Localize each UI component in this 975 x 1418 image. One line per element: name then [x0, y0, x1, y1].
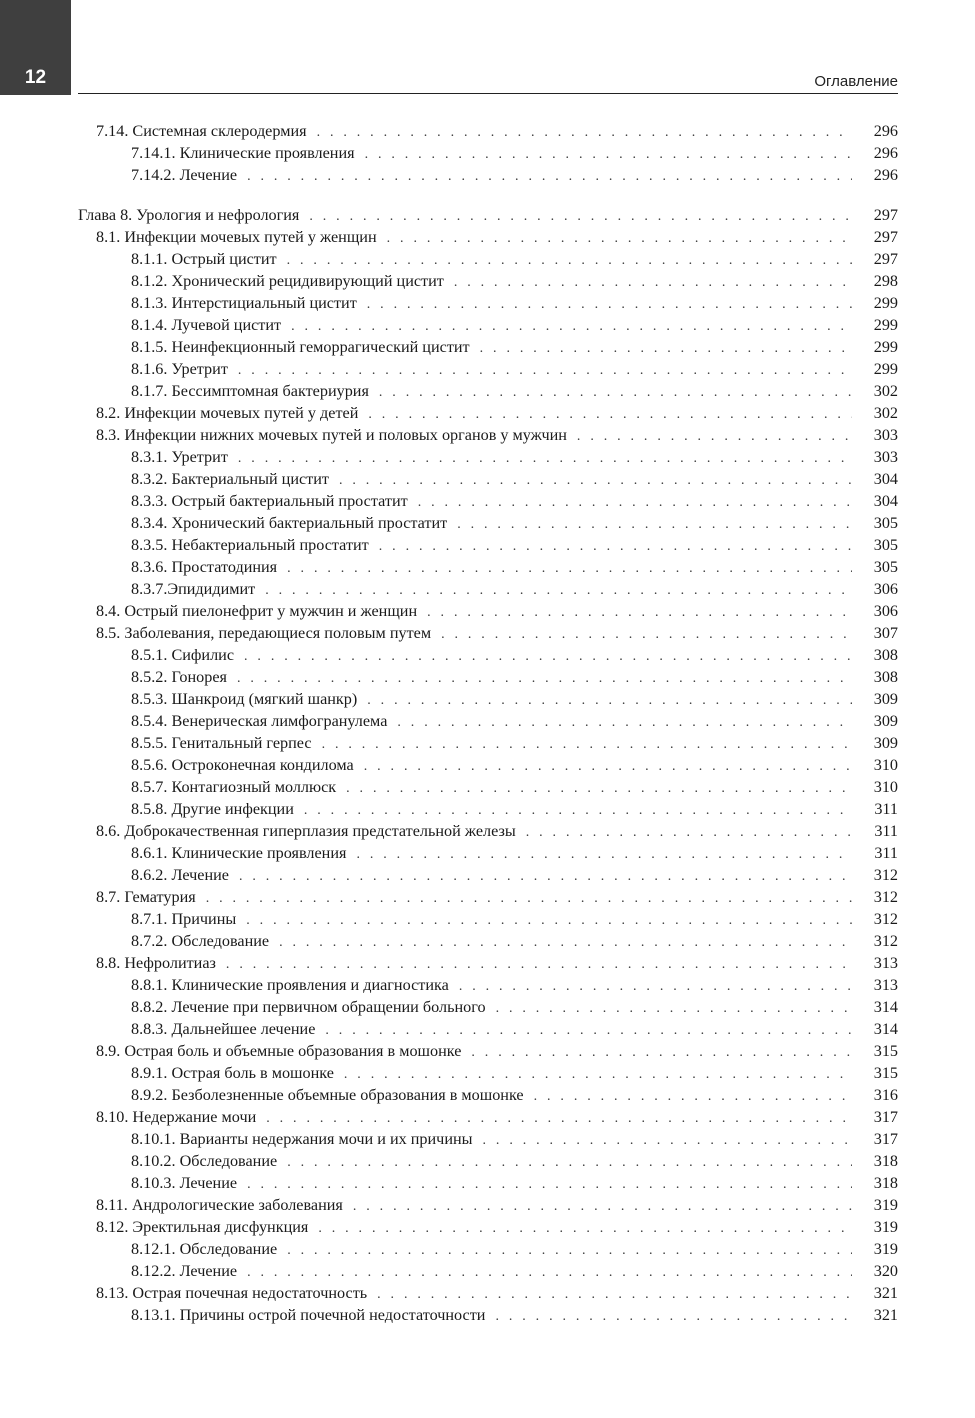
dot-leader [353, 1196, 852, 1218]
toc-entry-title: 8.3. Инфекции нижних мочевых путей и половых органов у мужчин [96, 426, 567, 444]
dot-leader [265, 580, 852, 602]
toc-entry-page-number: 317 [873, 1130, 898, 1148]
toc-entry-title: 8.3.5. Небактериальный простатит [131, 536, 369, 554]
toc-entry-title: 8.9. Острая боль и объемные образования в мошонке [96, 1042, 462, 1060]
toc-entry-page-number: 311 [874, 844, 898, 862]
page-number: 12 [24, 67, 47, 88]
toc-entry-title: 8.6.1. Клинические проявления [131, 844, 347, 862]
toc-entry-title: 8.7. Гематурия [96, 888, 196, 906]
toc-entry-title: 8.6. Доброкачественная гиперплазия предстательной железы [96, 822, 516, 840]
dot-leader [317, 122, 852, 144]
toc-entry-title: 8.3.2. Бактериальный цистит [131, 470, 329, 488]
dot-leader [279, 932, 852, 954]
dot-leader [459, 976, 852, 998]
toc-entry-title: 8.3.6. Простатодиния [131, 558, 278, 576]
toc-entry-title: 8.6.2. Лечение [131, 866, 229, 884]
dot-leader [287, 1240, 852, 1262]
dot-leader [364, 756, 852, 778]
toc-entry[interactable] [78, 908, 898, 930]
dot-leader [346, 778, 852, 800]
dot-leader [287, 1152, 852, 1174]
dot-leader [483, 1130, 852, 1152]
toc-entry-page-number: 312 [873, 866, 898, 884]
toc-entry-page-number: 309 [873, 712, 898, 730]
dot-leader [471, 1042, 852, 1064]
running-title: Оглавление [814, 73, 898, 90]
toc-entry-page-number: 304 [873, 492, 898, 510]
toc-entry[interactable] [78, 1062, 898, 1084]
toc-entry-page-number: 314 [873, 998, 898, 1016]
toc-entry-title: 8.2. Инфекции мочевых путей у детей [96, 404, 359, 422]
toc-entry[interactable] [78, 1128, 898, 1150]
toc-entry[interactable] [78, 666, 898, 688]
toc-entry-page-number: 310 [873, 756, 898, 774]
toc-entry[interactable] [78, 1172, 898, 1194]
toc-entry[interactable] [78, 996, 898, 1018]
dot-leader [287, 558, 852, 580]
toc-entry-page-number: 313 [873, 976, 898, 994]
toc-entry-page-number: 305 [873, 536, 898, 554]
toc-entry[interactable] [78, 1018, 898, 1040]
toc-entry-title: 8.1. Инфекции мочевых путей у женщин [96, 228, 377, 246]
dot-leader [367, 690, 852, 712]
toc-entry[interactable] [78, 358, 898, 380]
toc-entry[interactable] [78, 974, 898, 996]
toc-entry-title: 7.14.2. Лечение [131, 166, 238, 184]
toc-entry[interactable] [78, 556, 898, 578]
toc-entry[interactable] [78, 512, 898, 534]
toc-entry-title: 8.3.7.Эпидидимит [131, 580, 256, 598]
toc-entry-title: 8.10.3. Лечение [131, 1174, 238, 1192]
toc-entry-title: 8.5.4. Венерическая лимфогранулема [131, 712, 388, 730]
toc-entry-page-number: 309 [873, 690, 898, 708]
toc-entry-title: 8.8.3. Дальнейшее лечение [131, 1020, 316, 1038]
toc-entry-title: 8.5.3. Шанкроид (мягкий шанкр) [131, 690, 358, 708]
toc-entry-title: 8.7.1. Причины [131, 910, 237, 928]
toc-entry-page-number: 319 [873, 1218, 898, 1236]
toc-entry-title: 8.1.1. Острый цистит [131, 250, 277, 268]
toc-entry-page-number: 305 [873, 558, 898, 576]
toc-entry-page-number: 296 [873, 122, 898, 140]
toc-entry-page-number: 307 [873, 624, 898, 642]
toc-entry-page-number: 312 [873, 910, 898, 928]
toc-entry-title: 8.1.6. Уретрит [131, 360, 228, 378]
dot-leader [534, 1086, 852, 1108]
dot-leader [247, 166, 852, 188]
toc-entry[interactable] [78, 710, 898, 732]
dot-leader [495, 1306, 852, 1328]
toc-entry[interactable] [78, 1216, 898, 1238]
toc-entry-title: 8.5. Заболевания, передающиеся половым путем [96, 624, 432, 642]
toc-entry-page-number: 310 [873, 778, 898, 796]
dot-leader [526, 822, 852, 844]
toc-entry[interactable] [78, 798, 898, 820]
toc-entry[interactable] [78, 1194, 898, 1216]
toc-entry-title: 8.11. Андрологические заболевания [96, 1196, 343, 1214]
toc-entry-page-number: 313 [873, 954, 898, 972]
dot-leader [387, 228, 852, 250]
toc-entry-page-number: 296 [873, 166, 898, 184]
toc-entry[interactable] [78, 1040, 898, 1062]
toc-entry-page-number: 312 [873, 888, 898, 906]
toc-entry-title: 8.3.4. Хронический бактериальный простатит [131, 514, 448, 532]
dot-leader [287, 250, 852, 272]
toc-entry-page-number: 296 [873, 144, 898, 162]
dot-leader [397, 712, 852, 734]
dot-leader [266, 1108, 852, 1130]
toc-entry[interactable] [78, 644, 898, 666]
toc-entry[interactable] [78, 842, 898, 864]
toc-entry[interactable] [78, 490, 898, 512]
toc-entry-title: 8.8.2. Лечение при первичном обращении больного [131, 998, 486, 1016]
toc-entry-page-number: 297 [873, 228, 898, 246]
dot-leader [206, 888, 852, 910]
toc-entry[interactable] [78, 952, 898, 974]
toc-entry-title: 8.5.1. Сифилис [131, 646, 235, 664]
toc-entry-title: 8.5.6. Остроконечная кондилома [131, 756, 354, 774]
toc-entry-title: 8.3.1. Уретрит [131, 448, 228, 466]
toc-entry[interactable] [78, 864, 898, 886]
toc-entry[interactable] [78, 1260, 898, 1282]
toc-entry-title: 8.9.1. Острая боль в мошонке [131, 1064, 334, 1082]
toc-entry-page-number: 302 [873, 404, 898, 422]
toc-entry[interactable] [78, 1106, 898, 1128]
toc-entry-page-number: 305 [873, 514, 898, 532]
toc-entry-title: 8.1.7. Бессимптомная бактериурия [131, 382, 369, 400]
toc-entry[interactable] [78, 820, 898, 842]
toc-entry[interactable] [78, 1150, 898, 1172]
dot-leader [247, 1174, 852, 1196]
toc-entry[interactable] [78, 754, 898, 776]
toc-entry-title: 8.12. Эректильная дисфункция [96, 1218, 309, 1236]
toc-entry-title: 8.7.2. Обследование [131, 932, 270, 950]
toc-entry-page-number: 297 [873, 250, 898, 268]
toc-entry-title: 8.9.2. Безболезненные объемные образования в мошонке [131, 1086, 524, 1104]
dot-leader [237, 668, 852, 690]
toc-entry[interactable] [78, 380, 898, 402]
toc-entry-title: 8.5.5. Генитальный герпес [131, 734, 312, 752]
toc-entry-title: 7.14. Системная склеродермия [96, 122, 307, 140]
dot-leader [238, 360, 852, 382]
toc-entry-title: 8.10.1. Варианты недержания мочи и их причины [131, 1130, 473, 1148]
toc-entry[interactable] [78, 1084, 898, 1106]
dot-leader [418, 492, 852, 514]
toc-entry[interactable] [78, 930, 898, 952]
dot-leader [318, 1218, 852, 1240]
dot-leader [356, 844, 852, 866]
toc-entry[interactable] [78, 578, 898, 600]
toc-entry-page-number: 315 [873, 1064, 898, 1082]
dot-leader [239, 866, 852, 888]
toc-entry-page-number: 302 [873, 382, 898, 400]
toc-entry[interactable] [78, 688, 898, 710]
toc-entry-page-number: 319 [873, 1196, 898, 1214]
toc-entry[interactable] [78, 622, 898, 644]
dot-leader [457, 514, 852, 536]
toc-entry-title: 8.8. Нефролитиаз [96, 954, 216, 972]
dot-leader [379, 536, 852, 558]
toc-entry-title: 8.5.8. Другие инфекции [131, 800, 294, 818]
toc-entry[interactable] [78, 336, 898, 358]
toc-entry-title: 8.5.7. Контагиозный моллюск [131, 778, 337, 796]
dot-leader [480, 338, 852, 360]
toc-entry-title: 8.12.2. Лечение [131, 1262, 238, 1280]
toc-entry-page-number: 321 [873, 1284, 898, 1302]
toc-entry[interactable] [78, 1304, 898, 1326]
toc-entry[interactable] [78, 1282, 898, 1304]
toc-entry-title: 8.3.3. Острый бактериальный простатит [131, 492, 408, 510]
toc-entry-page-number: 311 [874, 822, 898, 840]
header-divider [78, 93, 898, 94]
toc-entry-page-number: 299 [873, 316, 898, 334]
toc-entry[interactable] [78, 120, 898, 142]
dot-leader [322, 734, 852, 756]
dot-leader [454, 272, 852, 294]
toc-entry-page-number: 319 [873, 1240, 898, 1258]
toc-entry-title: 8.1.4. Лучевой цистит [131, 316, 282, 334]
toc-entry[interactable] [78, 732, 898, 754]
toc-entry[interactable] [78, 534, 898, 556]
dot-leader [344, 1064, 852, 1086]
page-number-tab [0, 0, 71, 95]
dot-leader [577, 426, 852, 448]
toc-entry[interactable] [78, 292, 898, 314]
toc-entry[interactable] [78, 164, 898, 186]
toc-entry[interactable] [78, 886, 898, 908]
toc-entry[interactable] [78, 270, 898, 292]
dot-leader [238, 448, 852, 470]
toc-entry[interactable] [78, 142, 898, 164]
toc-entry-title: 8.8.1. Клинические проявления и диагностика [131, 976, 449, 994]
dot-leader [379, 382, 852, 404]
toc-entry[interactable] [78, 600, 898, 622]
toc-entry[interactable] [78, 446, 898, 468]
dot-leader [365, 144, 852, 166]
toc-entry-page-number: 304 [873, 470, 898, 488]
dot-leader [339, 470, 852, 492]
dot-leader [309, 206, 852, 228]
toc-entry-page-number: 306 [873, 602, 898, 620]
toc-entry-title: 8.10.2. Обследование [131, 1152, 278, 1170]
toc-entry-title: 8.13. Острая почечная недостаточность [96, 1284, 368, 1302]
dot-leader [377, 1284, 852, 1306]
dot-leader [427, 602, 852, 624]
toc-entry-page-number: 299 [873, 360, 898, 378]
toc-entry-title: Глава 8. Урология и нефрология [78, 206, 300, 224]
toc-entry-page-number: 320 [873, 1262, 898, 1280]
toc-entry-title: 8.1.2. Хронический рецидивирующий цистит [131, 272, 444, 290]
dot-leader [247, 1262, 852, 1284]
toc-entry-page-number: 299 [873, 294, 898, 312]
toc-entry-title: 8.4. Острый пиелонефрит у мужчин и женщин [96, 602, 418, 620]
dot-leader [496, 998, 852, 1020]
toc-entry-page-number: 309 [873, 734, 898, 752]
toc-entry-title: 8.10. Недержание мочи [96, 1108, 257, 1126]
toc-entry-page-number: 297 [873, 206, 898, 224]
toc-entry-page-number: 311 [874, 800, 898, 818]
toc-entry[interactable] [78, 402, 898, 424]
dot-leader [291, 316, 852, 338]
toc-entry-page-number: 308 [873, 668, 898, 686]
toc-entry-page-number: 308 [873, 646, 898, 664]
toc-entry-page-number: 315 [873, 1042, 898, 1060]
dot-leader [441, 624, 852, 646]
toc-entry-title: 8.5.2. Гонорея [131, 668, 227, 686]
dot-leader [368, 404, 852, 426]
toc-entry-page-number: 303 [873, 426, 898, 444]
dot-leader [246, 910, 852, 932]
toc-entry-title: 8.12.1. Обследование [131, 1240, 278, 1258]
toc-entry-title: 7.14.1. Клинические проявления [131, 144, 355, 162]
toc-entry-page-number: 321 [873, 1306, 898, 1324]
toc-entry-page-number: 318 [873, 1174, 898, 1192]
toc-entry-page-number: 316 [873, 1086, 898, 1104]
dot-leader [226, 954, 852, 976]
dot-leader [367, 294, 852, 316]
toc-entry[interactable] [78, 204, 898, 226]
toc-entry[interactable] [78, 468, 898, 490]
toc-entry-title: 8.13.1. Причины острой почечной недостаточности [131, 1306, 486, 1324]
toc-entry[interactable] [78, 226, 898, 248]
toc-entry-page-number: 303 [873, 448, 898, 466]
toc-entry[interactable] [78, 424, 898, 446]
toc-entry-page-number: 298 [873, 272, 898, 290]
toc-entry-page-number: 312 [873, 932, 898, 950]
table-of-contents [78, 120, 898, 1326]
toc-entry[interactable] [78, 1238, 898, 1260]
toc-entry-title: 8.1.5. Неинфекционный геморрагический цистит [131, 338, 470, 356]
toc-entry-title: 8.1.3. Интерстициальный цистит [131, 294, 357, 312]
toc-entry-page-number: 318 [873, 1152, 898, 1170]
toc-entry-page-number: 299 [873, 338, 898, 356]
dot-leader [325, 1020, 852, 1042]
toc-entry[interactable] [78, 248, 898, 270]
dot-leader [244, 646, 852, 668]
toc-entry-page-number: 317 [873, 1108, 898, 1126]
dot-leader [304, 800, 852, 822]
toc-entry[interactable] [78, 314, 898, 336]
toc-entry[interactable] [78, 776, 898, 798]
toc-entry-page-number: 306 [873, 580, 898, 598]
toc-entry-page-number: 314 [873, 1020, 898, 1038]
